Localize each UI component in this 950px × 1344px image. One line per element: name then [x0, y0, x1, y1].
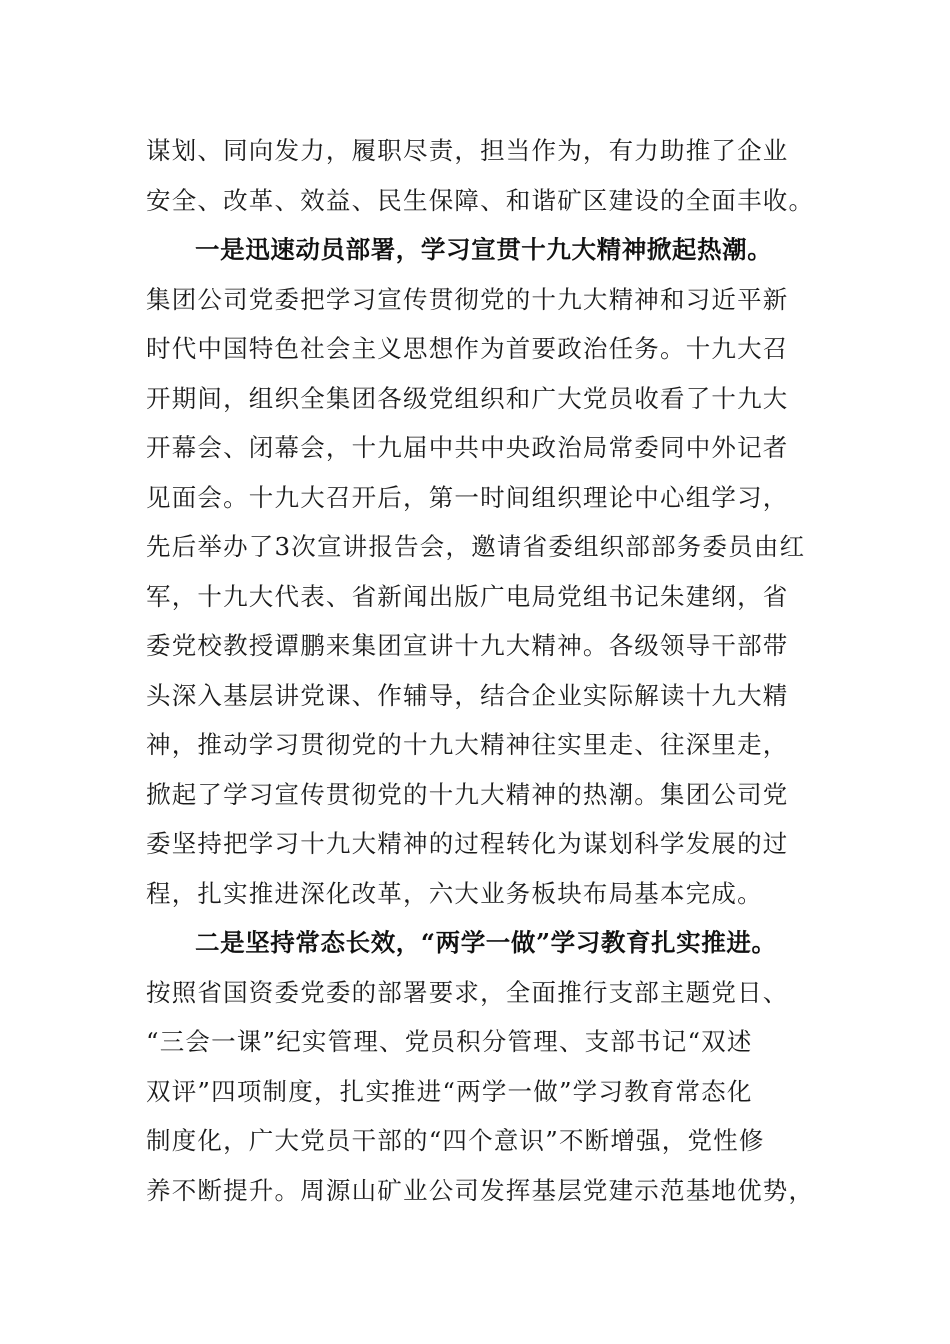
body-line: 谋划、同向发力，履职尽责，担当作为，有力助推了企业	[146, 136, 789, 165]
body-line: 按照省国资委党委的部署要求，全面推行支部主题党日、	[146, 977, 789, 1007]
body-line: 神，推动学习贯彻党的十九大精神往实里走、往深里走，	[146, 730, 789, 759]
body-line: 委坚持把学习十九大精神的过程转化为谋划科学发展的过	[146, 829, 789, 858]
body-line: 双评”四项制度，扎实推进“两学一做”学习教育常态化	[146, 1076, 753, 1106]
section-heading-1: 一是迅速动员部署，学习宣贯十九大精神掀起热潮。	[195, 235, 773, 264]
body-line: 养不断提升。周源山矿业公司发挥基层党建示范基地优势，	[146, 1175, 815, 1205]
body-line: 开幕会、闭幕会，十九届中共中央政治局常委同中外记者	[146, 433, 789, 462]
body-line: 掀起了学习宣传贯彻党的十九大精神的热潮。集团公司党	[146, 779, 789, 809]
body-line: 集团公司党委把学习宣传贯彻党的十九大精神和习近平新	[146, 284, 789, 314]
body-line: 军，十九大代表、省新闻出版广电局党组书记朱建纲，省	[146, 581, 789, 611]
body-line: 制度化，广大党员干部的“四个意识”不断增强，党性修	[146, 1126, 765, 1155]
body-line: 头深入基层讲党课、作辅导，结合企业实际解读十九大精	[146, 680, 789, 710]
body-line: “三会一课”纪实管理、党员积分管理、支部书记“双述	[146, 1027, 753, 1056]
body-line: 开期间，组织全集团各级党组织和广大党员收看了十九大	[146, 383, 789, 413]
body-line: 见面会。十九大召开后，第一时间组织理论中心组学习，	[146, 482, 789, 512]
body-line: 安全、改革、效益、民生保障、和谐矿区建设的全面丰收。	[146, 185, 815, 215]
body-line: 程，扎实推进深化改革，六大业务板块布局基本完成。	[146, 878, 763, 908]
body-line: 时代中国特色社会主义思想作为首要政治任务。十九大召	[146, 334, 789, 363]
section-heading-2: 二是坚持常态长效，“两学一做”学习教育扎实推进。	[195, 928, 777, 957]
body-line: 委党校教授谭鹏来集团宣讲十九大精神。各级领导干部带	[146, 631, 789, 660]
body-line: 先后举办了3次宣讲报告会，邀请省委组织部部务委员由红	[146, 532, 806, 561]
document-body	[146, 126, 826, 1215]
